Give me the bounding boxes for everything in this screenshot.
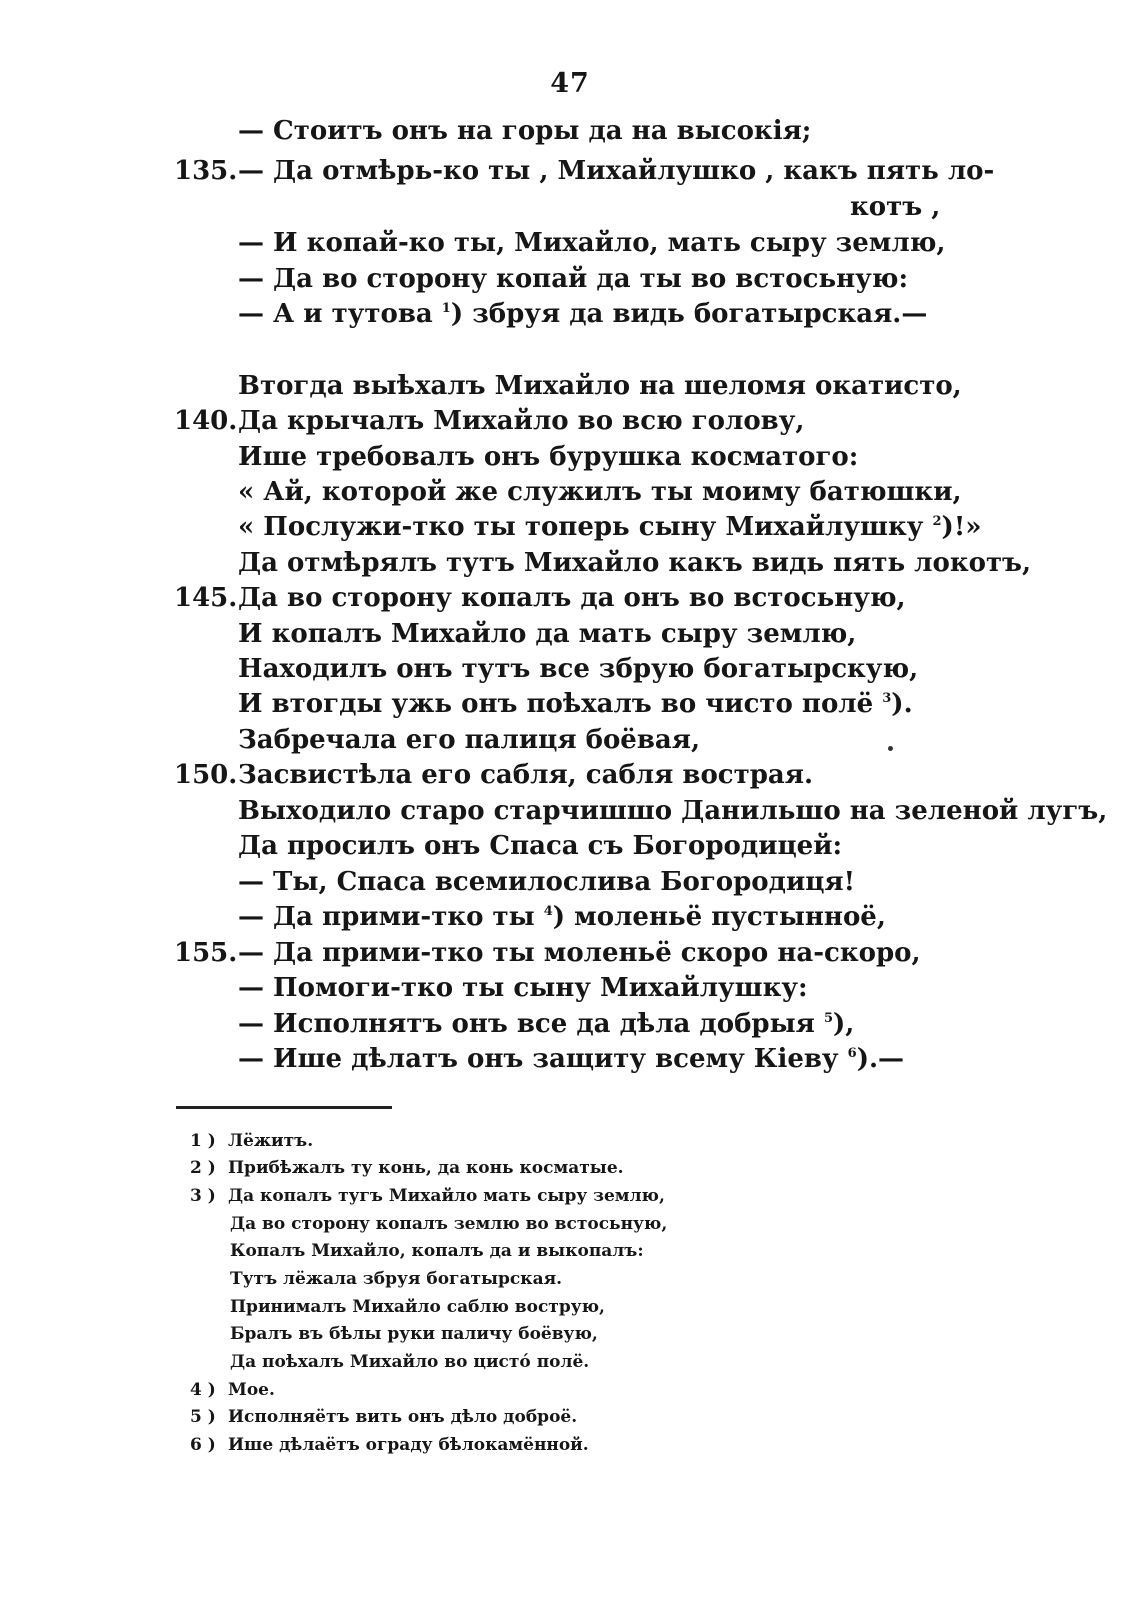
poem-line	[174, 867, 964, 897]
poem-line	[174, 654, 964, 684]
poem-line	[174, 760, 964, 790]
poem-line	[174, 619, 964, 649]
line-text: « Ай, которой же служилъ ты моиму батюшки,	[238, 477, 962, 507]
page-number: 47	[550, 68, 590, 99]
line-text: Да во сторону копалъ да онъ во встосьную,	[238, 583, 906, 613]
footnote-text: Исполняётъ вить онъ дѣло доброё.	[228, 1407, 578, 1427]
poem-line	[174, 442, 964, 472]
line-text: Да просилъ онъ Спаса съ Богородицей:	[238, 831, 843, 861]
line-text: — Да отмѣрь-ко ты , Михайлушко , какъ пять ло-	[238, 156, 995, 186]
line-number: 150.	[174, 760, 238, 790]
footnote-text: Тутъ лёжала збруя богатырская.	[230, 1269, 563, 1289]
footnote-text: Да копалъ тугъ Михайло мать сыру землю,	[228, 1186, 665, 1206]
poem-line	[174, 902, 964, 932]
poem-line	[174, 796, 1108, 826]
footnote-text: Мое.	[228, 1380, 275, 1400]
poem-line	[174, 938, 964, 968]
line-text: — Да во сторону копай да ты во встосьную:	[238, 264, 909, 294]
footnote-mark: 1 )	[190, 1131, 216, 1151]
footnote-mark: 4 )	[190, 1380, 216, 1400]
footnote-ref: 3	[882, 691, 892, 706]
footnote-mark: 2 )	[190, 1158, 216, 1178]
line-text: — Ты, Спаса всемилослива Богородиця!	[238, 867, 856, 897]
line-text: Втогда выѣхалъ Михайло на шеломя окатисто,	[238, 371, 962, 401]
line-text-part: — Исполнятъ онъ все да дѣла добрыя	[238, 1009, 815, 1039]
line-number: 140.	[174, 406, 238, 436]
poem-line	[174, 1044, 964, 1074]
hyphen-continuation: котъ ,	[850, 192, 941, 222]
line-text: — Стоитъ онъ на горы да на высокiя;	[238, 116, 812, 146]
line-text	[238, 512, 981, 542]
poem-line	[174, 116, 964, 146]
poem-line	[174, 548, 1032, 578]
line-text	[238, 902, 886, 932]
poem-line	[174, 371, 964, 401]
poem-line	[174, 477, 964, 507]
line-text-part: — Да прими-тко ты	[238, 902, 535, 932]
poem-line	[174, 725, 964, 755]
line-text-part: ) моленьё пустынноё,	[552, 902, 886, 932]
footnote-mark: 5 )	[190, 1407, 216, 1427]
poem-line	[174, 156, 995, 186]
line-text-part: И втогды ужь онъ поѣхалъ во чисто полё	[238, 689, 874, 719]
line-text-part: ) збруя да видь богатырская.—	[450, 299, 928, 329]
footnote-text: Принималъ Михайло саблю вострую,	[230, 1297, 605, 1317]
footnote-text: Копалъ Михайло, копалъ да и выкопалъ:	[230, 1241, 644, 1261]
poem-line	[174, 1009, 964, 1039]
footnote-text: Лёжитъ.	[228, 1131, 314, 1151]
line-text: Ише требовалъ онъ бурушка косматого:	[238, 442, 859, 472]
print-speck	[888, 746, 893, 751]
poem-line	[174, 831, 964, 861]
footnote-ref: 1	[441, 301, 451, 316]
poem-line	[174, 583, 964, 613]
line-text-part: ).—	[856, 1044, 905, 1074]
line-text-part: ),	[833, 1009, 855, 1039]
line-text	[238, 689, 913, 719]
line-text: И копалъ Михайло да мать сыру землю,	[238, 619, 857, 649]
line-text: Забречала его палиця боёвая,	[238, 725, 700, 755]
line-number: 155.	[174, 938, 238, 968]
line-text: Выходило старо старчишшо Данильшо на зеленой лугъ,	[238, 796, 1108, 826]
line-text: Находилъ онъ тутъ все збрую богатырскую,	[238, 654, 919, 684]
footnote-mark: 3 )	[190, 1186, 216, 1206]
footnote-ref: 2	[932, 514, 942, 529]
line-number: 145.	[174, 583, 238, 613]
poem-line	[174, 512, 982, 542]
footnote-mark: 6 )	[190, 1435, 216, 1455]
poem-line	[174, 689, 964, 719]
footnote-text: Да во сторону копалъ землю во встосьную,	[230, 1214, 668, 1234]
footnote-text: Ише дѣлаётъ ограду бѣлокамённой.	[228, 1435, 589, 1455]
line-text: — И копай-ко ты, Михайло, мать сыру землю,	[238, 228, 946, 258]
line-text: — Да прими-тко ты моленьё скоро на-скоро,	[238, 938, 921, 968]
line-text	[238, 1044, 904, 1074]
poem-line	[174, 228, 964, 258]
line-text-part: — А и тутова	[238, 299, 433, 329]
footnote-text: Прибѣжалъ ту конь, да конь косматые.	[228, 1158, 624, 1178]
line-number: 135.	[174, 156, 238, 186]
poem-line	[174, 299, 964, 329]
line-text	[238, 299, 927, 329]
poem-line	[174, 406, 964, 436]
footnote-separator	[176, 1106, 392, 1109]
line-text: — Помоги-тко ты сыну Михайлушку:	[238, 973, 808, 1003]
footnote-ref: 5	[823, 1011, 833, 1026]
footnote-ref: 6	[847, 1046, 857, 1061]
line-text: Да отмѣрялъ тутъ Михайло какъ видь пять локотъ,	[238, 548, 1032, 578]
line-text-part: « Послужи-тко ты топерь сыну Михайлушку	[238, 512, 924, 542]
line-text-part: )!»	[941, 512, 982, 542]
line-text-part: ).	[891, 689, 913, 719]
line-text	[238, 1009, 854, 1039]
footnote-text: Бралъ въ бѣлы руки паличу боёвую,	[230, 1324, 598, 1344]
line-text-part: — Ише дѣлатъ онъ защиту всему Кiеву	[238, 1044, 839, 1074]
line-text: Засвистѣла его сабля, сабля вострая.	[238, 760, 814, 790]
line-text: Да крычалъ Михайло во всю голову,	[238, 406, 805, 436]
footnote-text: Да поѣхалъ Михайло во цистó полё.	[230, 1352, 590, 1372]
poem-line	[174, 264, 964, 294]
poem-line	[174, 973, 964, 1003]
footnote-ref: 4	[543, 904, 553, 919]
